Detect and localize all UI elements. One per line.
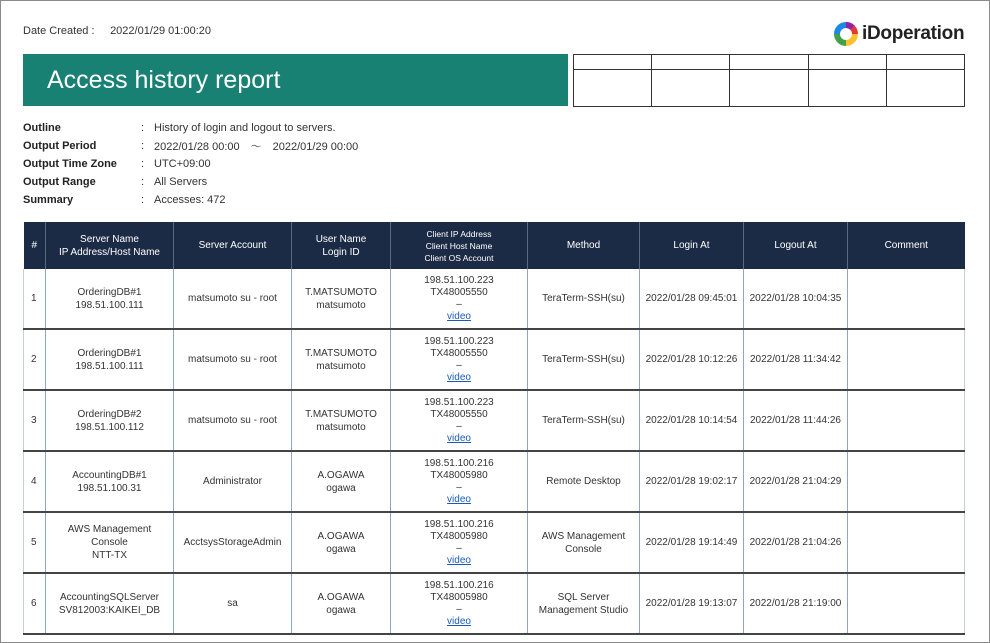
login-id: matsumoto xyxy=(316,421,366,433)
logout-at: 2022/01/28 11:44:26 xyxy=(744,390,848,451)
row-number: 5 xyxy=(24,512,46,573)
stamp-box-5 xyxy=(886,70,964,107)
login-id: matsumoto xyxy=(316,299,366,311)
method-line-1: SQL Server xyxy=(557,591,610,603)
logout-at: 2022/01/28 21:19:00 xyxy=(744,573,848,634)
meta-value: All Servers xyxy=(154,176,208,188)
server-cell xyxy=(46,390,174,451)
client-os-account: – xyxy=(456,298,462,310)
user-cell xyxy=(292,269,391,329)
client-cell xyxy=(391,390,528,451)
meta-value: History of login and logout to servers. xyxy=(154,122,336,134)
date-created xyxy=(23,25,211,37)
client-ip: 198.51.100.216 xyxy=(424,457,494,469)
meta-value: UTC+09:00 xyxy=(154,158,211,170)
server-ip: 198.51.100.31 xyxy=(77,482,142,494)
server-name: OrderingDB#1 xyxy=(77,286,142,298)
stamp-head-4 xyxy=(808,55,886,70)
login-at: 2022/01/28 09:45:01 xyxy=(640,269,744,329)
video-link[interactable]: video xyxy=(447,615,471,627)
meta-label: Outline xyxy=(23,122,61,134)
server-name: AWS Management Console xyxy=(67,524,152,548)
login-id: ogawa xyxy=(326,482,356,494)
user-name: A.OGAWA xyxy=(317,530,365,542)
login-id: ogawa xyxy=(326,543,356,555)
row-number: 3 xyxy=(24,390,46,451)
stamp-box-4 xyxy=(808,70,886,107)
table-row xyxy=(24,512,965,573)
server-cell xyxy=(46,512,174,573)
date-created-value: 2022/01/29 01:00:20 xyxy=(110,25,211,37)
meta-value: Accesses: 472 xyxy=(154,194,226,206)
col-header-user xyxy=(292,222,391,269)
client-host: TX48005980 xyxy=(430,469,488,481)
comment xyxy=(848,512,965,573)
method-text: TeraTerm-SSH(su) xyxy=(542,415,625,426)
user-cell xyxy=(292,329,391,390)
video-link[interactable]: video xyxy=(447,493,471,505)
client-os-account: – xyxy=(456,481,462,493)
logo-ring-icon xyxy=(833,21,859,47)
meta-colon: : xyxy=(141,176,145,188)
col-header-account: Server Account xyxy=(174,222,292,269)
brand-name: iDoperation xyxy=(862,23,965,44)
logout-at: 2022/01/28 11:34:42 xyxy=(744,329,848,390)
row-number: 4 xyxy=(24,451,46,512)
table-row xyxy=(24,573,965,634)
row-number: 6 xyxy=(24,573,46,634)
method-cell xyxy=(528,329,640,390)
client-ip: 198.51.100.223 xyxy=(424,396,494,408)
col-header-client-os: Client OS Account xyxy=(424,252,494,263)
meta-label: Output Range xyxy=(23,176,96,188)
col-header-server-ip: IP Address/Host Name xyxy=(59,246,160,258)
comment xyxy=(848,390,965,451)
client-host: TX48005550 xyxy=(430,347,488,359)
user-name: A.OGAWA xyxy=(317,591,365,603)
server-ip: NTT-TX xyxy=(92,550,127,561)
method-line-1: AWS Management xyxy=(541,530,626,542)
report-meta xyxy=(23,119,358,209)
stamp-head-1 xyxy=(574,55,652,70)
stamp-head-3 xyxy=(730,55,808,70)
video-link[interactable]: video xyxy=(447,432,471,444)
server-account: sa xyxy=(174,573,292,634)
client-cell xyxy=(391,329,528,390)
meta-label: Output Period xyxy=(23,140,97,152)
col-header-client-ip: Client IP Address xyxy=(426,228,492,239)
server-name: OrderingDB#1 xyxy=(77,347,142,359)
client-os-account: – xyxy=(456,420,462,432)
col-header-comment: Comment xyxy=(848,222,965,269)
login-at: 2022/01/28 19:02:17 xyxy=(640,451,744,512)
table-header-row xyxy=(24,222,965,269)
client-ip: 198.51.100.216 xyxy=(424,579,494,591)
comment xyxy=(848,269,965,329)
client-ip: 198.51.100.223 xyxy=(424,274,494,286)
client-host: TX48005550 xyxy=(430,286,488,298)
server-cell xyxy=(46,329,174,390)
meta-row-period xyxy=(23,137,358,155)
client-cell xyxy=(391,269,528,329)
client-ip: 198.51.100.223 xyxy=(424,335,494,347)
client-host: TX48005550 xyxy=(430,408,488,420)
stamp-box-3 xyxy=(730,70,808,107)
col-header-login: Login At xyxy=(640,222,744,269)
server-name: AccountingDB#1 xyxy=(72,469,147,481)
meta-label: Summary xyxy=(23,194,74,206)
row-number: 1 xyxy=(24,269,46,329)
video-link[interactable]: video xyxy=(447,554,471,566)
method-cell xyxy=(528,269,640,329)
method-cell xyxy=(528,390,640,451)
col-header-server xyxy=(46,222,174,269)
login-at: 2022/01/28 19:13:07 xyxy=(640,573,744,634)
user-name: A.OGAWA xyxy=(317,469,365,481)
server-account: matsumoto su - root xyxy=(174,269,292,329)
user-cell xyxy=(292,390,391,451)
method-line-2: Console xyxy=(565,543,602,555)
video-link[interactable]: video xyxy=(447,310,471,322)
col-header-user-name: User Name xyxy=(315,233,367,245)
login-at: 2022/01/28 10:12:26 xyxy=(640,329,744,390)
meta-row-summary xyxy=(23,191,358,209)
meta-colon: : xyxy=(141,140,145,152)
method-line-2: Management Studio xyxy=(538,604,629,616)
server-cell xyxy=(46,573,174,634)
server-account: matsumoto su - root xyxy=(174,390,292,451)
meta-colon: : xyxy=(141,122,145,134)
user-name: T.MATSUMOTO xyxy=(305,286,377,298)
login-id: ogawa xyxy=(326,604,356,616)
client-cell xyxy=(391,512,528,573)
stamp-head-5 xyxy=(886,55,964,70)
meta-value: 2022/01/28 00:00 ～ 2022/01/29 00:00 xyxy=(154,141,359,153)
meta-colon: : xyxy=(141,158,145,170)
server-account: Administrator xyxy=(174,451,292,512)
col-header-client xyxy=(391,222,528,269)
comment xyxy=(848,329,965,390)
server-cell xyxy=(46,451,174,512)
method-cell xyxy=(528,573,640,634)
client-os-account: – xyxy=(456,542,462,554)
server-cell xyxy=(46,269,174,329)
user-cell xyxy=(292,512,391,573)
table-row xyxy=(24,269,965,329)
user-name: T.MATSUMOTO xyxy=(305,347,377,359)
server-account: AcctsysStorageAdmin xyxy=(174,512,292,573)
login-at: 2022/01/28 10:14:54 xyxy=(640,390,744,451)
server-name: AccountingSQLServer xyxy=(60,591,159,603)
user-cell xyxy=(292,451,391,512)
login-at: 2022/01/28 19:14:49 xyxy=(640,512,744,573)
approval-stamp-boxes xyxy=(573,54,965,107)
logout-at: 2022/01/28 21:04:26 xyxy=(744,512,848,573)
client-host: TX48005980 xyxy=(430,530,488,542)
meta-row-timezone xyxy=(23,155,358,173)
comment xyxy=(848,451,965,512)
client-cell xyxy=(391,573,528,634)
brand-logo xyxy=(833,19,964,49)
client-os-account: – xyxy=(456,359,462,371)
row-number: 2 xyxy=(24,329,46,390)
col-header-num: # xyxy=(24,222,46,269)
table-body xyxy=(24,269,965,634)
col-header-login-id: Login ID xyxy=(322,246,360,258)
date-created-label: Date Created : xyxy=(23,25,95,37)
col-header-client-host: Client Host Name xyxy=(425,240,493,251)
stamp-box-2 xyxy=(652,70,730,107)
col-header-logout: Logout At xyxy=(744,222,848,269)
meta-row-range xyxy=(23,173,358,191)
login-id: matsumoto xyxy=(316,360,366,372)
server-ip: 198.51.100.112 xyxy=(75,421,144,433)
user-name: T.MATSUMOTO xyxy=(305,408,377,420)
col-header-server-name: Server Name xyxy=(80,233,139,245)
table-row xyxy=(24,451,965,512)
table-row xyxy=(24,329,965,390)
logout-at: 2022/01/28 21:04:29 xyxy=(744,451,848,512)
client-ip: 198.51.100.216 xyxy=(424,518,494,530)
comment xyxy=(848,573,965,634)
access-history-table xyxy=(23,222,965,635)
meta-label: Output Time Zone xyxy=(23,158,117,170)
video-link[interactable]: video xyxy=(447,371,471,383)
server-name: OrderingDB#2 xyxy=(77,408,142,420)
user-cell xyxy=(292,573,391,634)
server-ip: 198.51.100.111 xyxy=(75,360,144,372)
col-header-method: Method xyxy=(528,222,640,269)
meta-row-outline xyxy=(23,119,358,137)
stamp-box-1 xyxy=(574,70,652,107)
method-cell xyxy=(528,451,640,512)
logout-at: 2022/01/28 10:04:35 xyxy=(744,269,848,329)
meta-colon: : xyxy=(141,194,145,206)
method-cell xyxy=(528,512,640,573)
method-text: Remote Desktop xyxy=(546,476,621,487)
server-account: matsumoto su - root xyxy=(174,329,292,390)
server-ip: SV812003:KAIKEI_DB xyxy=(58,604,161,616)
client-cell xyxy=(391,451,528,512)
table-row xyxy=(24,390,965,451)
server-ip: 198.51.100.111 xyxy=(75,299,144,311)
client-host: TX48005980 xyxy=(430,591,488,603)
stamp-head-2 xyxy=(652,55,730,70)
client-os-account: – xyxy=(456,603,462,615)
method-text: TeraTerm-SSH(su) xyxy=(542,354,625,365)
report-title: Access history report xyxy=(23,54,568,106)
method-text: TeraTerm-SSH(su) xyxy=(542,293,625,304)
